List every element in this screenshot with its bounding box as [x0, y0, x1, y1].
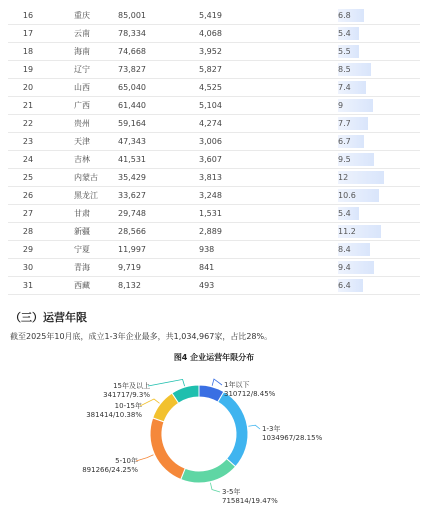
row-rank: 23	[22, 137, 34, 146]
row-new: 5,104	[199, 101, 222, 110]
row-province: 甘肃	[74, 209, 90, 218]
row-pct: 9.5	[338, 155, 351, 164]
row-total: 9,719	[118, 263, 141, 272]
row-pct: 6.8	[338, 11, 351, 20]
donut-slice	[150, 418, 185, 480]
row-pct: 8.4	[338, 245, 351, 254]
row-new: 4,525	[199, 83, 222, 92]
row-rank: 26	[22, 191, 34, 200]
donut-slice	[218, 392, 248, 467]
row-new: 938	[199, 245, 215, 254]
row-province: 黑龙江	[74, 191, 98, 200]
row-total: 35,429	[118, 173, 146, 182]
row-total: 8,132	[118, 281, 141, 290]
row-total: 28,566	[118, 227, 146, 236]
section-summary: 截至2025年10月底，成立1-3年企业最多，共1,034,967家，占比28%。	[10, 332, 273, 341]
row-pct: 11.2	[338, 227, 356, 236]
row-pct: 8.5	[338, 65, 351, 74]
row-new: 4,068	[199, 29, 222, 38]
row-province: 山西	[74, 83, 90, 92]
row-province: 辽宁	[74, 65, 90, 74]
row-new: 4,274	[199, 119, 222, 128]
row-pct: 6.4	[338, 281, 351, 290]
row-rank: 25	[22, 173, 34, 182]
row-rank: 19	[22, 65, 34, 74]
row-new: 841	[199, 263, 215, 272]
slice-label-value: 341717/9.3%	[103, 391, 150, 399]
row-rank: 20	[22, 83, 34, 92]
row-total: 65,040	[118, 83, 146, 92]
leader-line	[212, 379, 222, 386]
slice-label	[86, 402, 142, 420]
row-pct: 7.7	[338, 119, 351, 128]
row-pct: 5.4	[338, 209, 351, 218]
slice-label-name: 10-15年	[114, 402, 142, 410]
row-rank: 27	[22, 209, 34, 218]
row-province: 重庆	[74, 11, 90, 20]
row-new: 493	[199, 281, 215, 290]
slice-label-value: 381414/10.38%	[86, 411, 142, 419]
row-rank: 18	[22, 47, 34, 56]
row-total: 33,627	[118, 191, 146, 200]
slice-label	[103, 382, 150, 400]
row-total: 73,827	[118, 65, 146, 74]
row-new: 5,419	[199, 11, 222, 20]
row-rank: 30	[22, 263, 34, 272]
row-province: 云南	[74, 29, 90, 38]
row-rank: 22	[22, 119, 34, 128]
row-pct: 9.4	[338, 263, 351, 272]
row-province: 广西	[74, 101, 90, 110]
row-pct: 12	[338, 173, 349, 182]
row-pct: 10.6	[338, 191, 356, 200]
row-rank: 29	[22, 245, 34, 254]
slice-label	[224, 381, 275, 399]
leader-line	[210, 483, 220, 492]
row-province: 贵州	[74, 119, 90, 128]
slice-label-name: 5-10年	[115, 457, 138, 465]
row-pct: 9	[338, 101, 344, 110]
row-new: 5,827	[199, 65, 222, 74]
row-province: 海南	[74, 47, 90, 56]
leader-line	[136, 455, 153, 461]
slice-label	[222, 488, 278, 506]
leader-line	[148, 379, 185, 386]
slice-label-value: 891266/24.25%	[82, 466, 138, 474]
slice-label-name: 1年以下	[224, 381, 250, 389]
row-rank: 28	[22, 227, 34, 236]
row-province: 内蒙古	[74, 173, 98, 182]
row-new: 3,813	[199, 173, 222, 182]
row-new: 3,607	[199, 155, 222, 164]
row-province: 新疆	[74, 227, 90, 236]
row-total: 41,531	[118, 155, 146, 164]
row-total: 61,440	[118, 101, 146, 110]
figure-title: 图4 企业运营年限分布	[173, 353, 255, 362]
row-rank: 31	[22, 281, 34, 290]
row-rank: 24	[22, 155, 34, 164]
slice-label-value: 715814/19.47%	[222, 497, 278, 505]
row-total: 59,164	[118, 119, 146, 128]
row-total: 78,334	[118, 29, 146, 38]
row-pct: 7.4	[338, 83, 351, 92]
row-total: 47,343	[118, 137, 146, 146]
row-province: 宁夏	[74, 245, 90, 254]
row-province: 西藏	[74, 281, 90, 290]
row-province: 吉林	[74, 155, 90, 164]
row-new: 1,531	[199, 209, 222, 218]
row-new: 2,889	[199, 227, 222, 236]
leader-line	[140, 399, 160, 406]
row-total: 11,997	[118, 245, 146, 254]
donut-slice	[181, 459, 236, 483]
slice-label-value: 1034967/28.15%	[262, 434, 323, 442]
row-total: 74,668	[118, 47, 146, 56]
slice-label	[82, 457, 138, 475]
slice-label-name: 3-5年	[222, 488, 241, 496]
row-new: 3,006	[199, 137, 222, 146]
row-rank: 17	[22, 29, 34, 38]
row-new: 3,952	[199, 47, 222, 56]
slice-label-name: 15年及以上	[113, 382, 150, 390]
row-total: 85,001	[118, 11, 146, 20]
section-title: （三）运营年限	[10, 311, 87, 324]
row-province: 天津	[74, 137, 90, 146]
slice-label	[262, 425, 322, 443]
leader-line	[248, 425, 260, 429]
row-rank: 21	[22, 101, 34, 110]
slice-label-value: 310712/8.45%	[224, 390, 276, 398]
row-total: 29,748	[118, 209, 146, 218]
row-pct: 5.4	[338, 29, 351, 38]
row-new: 3,248	[199, 191, 222, 200]
row-province: 青海	[74, 263, 90, 272]
slice-label-name: 1-3年	[262, 425, 281, 433]
row-pct: 5.5	[338, 47, 351, 56]
row-pct: 6.7	[338, 137, 351, 146]
row-rank: 16	[22, 11, 34, 20]
